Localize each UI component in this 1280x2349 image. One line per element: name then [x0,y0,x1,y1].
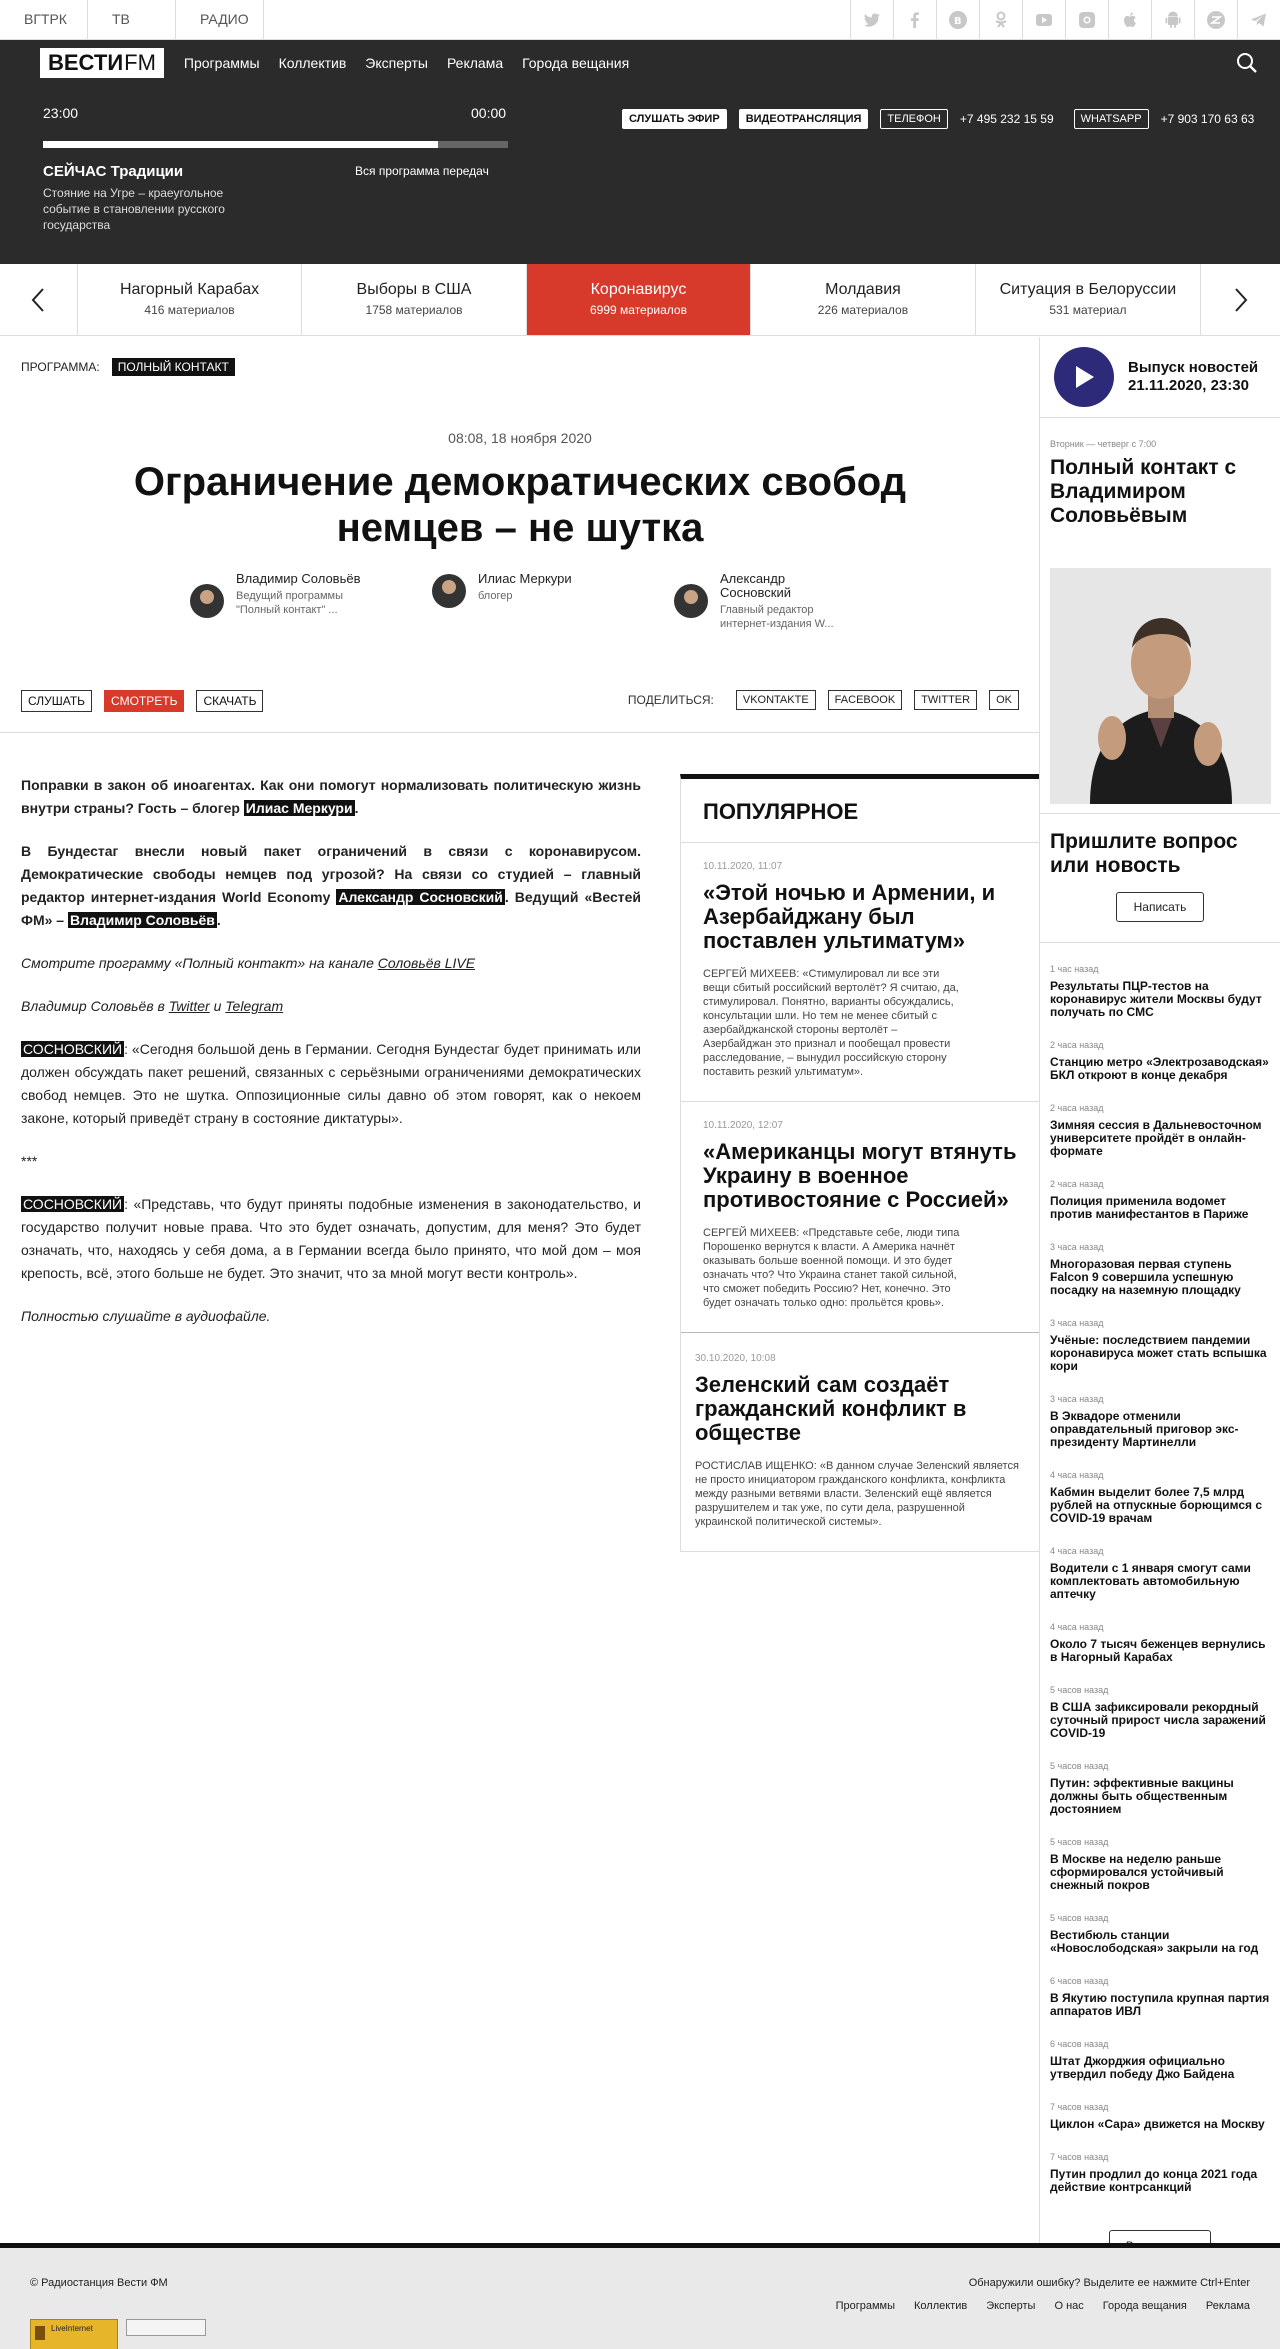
item-date: 10.11.2020, 11:07 [703,861,783,872]
news-text[interactable]: Путин продлил до конца 2021 года действие контрсанкций [1050,2167,1258,2194]
share-ok-button[interactable]: OK [989,690,1019,710]
program-tag[interactable]: ПОЛНЫЙ КОНТАКТ [112,358,235,376]
topic-title: Коронавирус [590,281,687,298]
nav-team[interactable]: Коллектив [278,54,347,71]
network-links [0,0,264,39]
news-time: 5 часов назад [1050,1761,1109,1771]
phone-number[interactable]: +7 495 232 15 59 [959,112,1054,126]
popular-item[interactable] [681,1333,1040,1552]
person-role: Ведущий программы "Полный контакт" ... [236,590,343,616]
news-text[interactable]: Станцию метро «Электрозаводская» БКЛ откроют в конце декабря [1050,1055,1269,1082]
speaker-tag: СОСНОВСКИЙ [23,1041,123,1057]
show-title[interactable]: Полный контакт с Владимиром Соловьёвым [1050,456,1237,527]
news-item[interactable] [1050,1242,1270,1297]
news-time: 5 часов назад [1050,1685,1109,1695]
link-tv[interactable]: ТВ [88,0,176,39]
youtube-icon[interactable] [1022,0,1065,39]
footer-links [817,2300,1250,2312]
main-nav [0,40,1280,85]
host-photo [1050,568,1271,804]
error-report-note: Обнаружили ошибку? Выделите ее нажмите Ctrl+Enter [968,2277,1250,2289]
apple-icon[interactable] [1108,0,1151,39]
lead-paragraph [21,840,641,932]
share-label: ПОДЕЛИТЬСЯ: [627,693,714,707]
vk-icon[interactable] [936,0,979,39]
news-item[interactable] [1050,1470,1270,1525]
news-time: 1 час назад [1050,964,1099,974]
nav-cities[interactable]: Города вещания [522,54,630,71]
nav-ads[interactable]: Реклама [446,54,504,71]
news-text[interactable]: Полиция применила водомет против манифестантов в Париже [1050,1194,1249,1221]
topic-count: 6999 материалов [590,303,687,317]
news-item[interactable] [1050,2102,1270,2131]
player-actions [622,109,1254,129]
channel-link[interactable]: Соловьёв LIVE [377,955,476,971]
person-role: блогер [478,590,513,602]
article-persons [190,572,916,631]
person-link[interactable]: Александр Сосновский [338,889,503,905]
topics-carousel [0,264,1280,336]
player-start-time: 23:00 [43,105,79,121]
person-role: Главный редактор интернет-издания W... [720,604,834,630]
ask-block [1040,813,1280,943]
paragraph [21,995,641,1018]
news-text[interactable]: В США зафиксировали рекордный суточный прирост числа заражений COVID-19 [1050,1700,1266,1740]
live-player [0,85,1280,264]
separator: *** [21,1153,38,1169]
counter-badge[interactable] [126,2319,206,2336]
text: Владимир Соловьёв в [21,998,169,1014]
paragraph: Полностью слушайте в аудиофайле. [21,1308,271,1324]
news-item[interactable] [1050,1685,1270,1740]
topic-karabakh[interactable] [78,264,302,335]
item-text: СЕРГЕЙ МИХЕЕВ: «Стимулировал ли все эти вещи сбитый российский вертолёт? Я считаю, да, стимулировал. Понятно, варианты обсуждались, консультации шли. Но тем не менее сбитый с азербайджанской стороны вертолёт – Азербайджан это признал и пообещал провести расследование, – вынудил российскую сторону поставить резкий ультиматум». [703,968,959,1078]
person-card[interactable] [432,572,674,631]
news-feed [1040,964,1280,2262]
news-text[interactable]: Путин: эффективные вакцины должны быть общественным достоянием [1050,1776,1234,1816]
article-date: 08:08, 18 ноября 2020 [448,430,592,446]
logo-fm: FM [124,49,156,75]
item-title[interactable]: «Этой ночью и Армении, и Азербайджану был поставлен ультиматум» [703,880,996,953]
news-text[interactable]: Штат Джорджия официально утвердил победу Джо Байдена [1050,2054,1235,2081]
topic-title: Выборы в США [356,281,472,298]
news-text[interactable]: В Якутию поступила крупная партия аппаратов ИВЛ [1050,1991,1270,2018]
social-links [850,0,1280,39]
liveinternet-badge[interactable]: LiveInternet [30,2319,118,2349]
phone-label: ТЕЛЕФОН [880,109,947,129]
text: . [216,912,221,928]
svg-text:B: B [954,15,962,27]
share-bar [628,690,1019,710]
news-time: 7 часов назад [1050,2102,1109,2112]
news-release-title: Выпуск новостей 21.11.2020, 23:30 [1128,359,1259,394]
item-date: 10.11.2020, 12:07 [703,1120,783,1131]
show-promo[interactable] [1040,439,1280,809]
topic-count: 1758 материалов [365,303,463,317]
play-icon[interactable] [1054,347,1114,407]
avatar [190,584,224,618]
footer-link-team[interactable]: Коллектив [914,2300,968,2312]
avatar [432,574,466,608]
footer-link-experts[interactable]: Эксперты [986,2300,1036,2312]
full-schedule-link[interactable]: Вся программа передач [355,164,489,178]
avatar [674,584,708,618]
news-time: 4 часа назад [1050,1622,1104,1632]
now-playing: СЕЙЧАС Традиции [43,163,184,180]
divider [0,732,1040,733]
news-time: 3 часа назад [1050,1394,1104,1404]
lead-paragraph [21,774,641,820]
text: : «Представь, что будут приняты подобные изменения в законодательство, и государство получит новые права. Что это будет означать, допустим, для меня? Это будет означать, что, находясь у себя дома, а в Германии всегда было принято, что мой дом – моя крепость, всё, этого больше не будет. Это значит, что за мной могут вести контроль». [21,1196,641,1281]
footer-link-about[interactable]: О нас [1054,2300,1084,2312]
article-title: Ограничение демократических свобод немцев – не шутка [133,460,907,550]
listen-live-button[interactable]: СЛУШАТЬ ЭФИР [622,109,727,129]
article-body [21,774,641,1348]
news-item[interactable] [1050,1837,1270,1892]
footer [0,2243,1280,2349]
prev-arrow-icon[interactable] [0,264,78,335]
person-card[interactable] [190,572,432,631]
text: Поправки в закон об иноагентах. Как они помогут нормализовать политическую жизнь внутри страны? Гость – блогер [21,777,641,816]
news-text[interactable]: В Москве на неделю раньше сформировался устойчивый снежный покров [1050,1852,1224,1892]
popular-block [680,774,1040,1552]
logo-text: ВЕСТИ [48,49,124,75]
footer-link-programs[interactable]: Программы [835,2300,895,2312]
topic-coronavirus[interactable] [527,264,751,335]
person-link[interactable]: Илиас Меркури [245,800,353,816]
news-text[interactable]: Вестибюль станции «Новослободская» закрыли на год [1050,1928,1259,1955]
person-name: Александр Сосновский [720,571,791,600]
news-time: 3 часа назад [1050,1242,1104,1252]
player-end-time: 00:00 [471,105,507,121]
news-time: 2 часа назад [1050,1179,1104,1189]
news-time: 7 часов назад [1050,2152,1109,2162]
topic-belarus[interactable] [976,264,1200,335]
topic-count: 226 материалов [817,303,909,317]
person-name: Владимир Соловьёв [236,571,361,586]
topic-title: Нагорный Карабах [119,281,260,298]
news-text[interactable]: В Эквадоре отменили оправдательный приговор экс-президенту Мартинелли [1050,1409,1239,1449]
top-bar [0,0,1280,40]
instagram-icon[interactable] [1065,0,1108,39]
listen-button[interactable]: СЛУШАТЬ [21,690,92,712]
topic-us-elections[interactable] [302,264,526,335]
news-text[interactable]: Циклон «Сара» движется на Москву [1050,2117,1265,2131]
news-time: 3 часа назад [1050,1318,1104,1328]
news-time: 6 часов назад [1050,2039,1109,2049]
whatsapp-label: WHATSAPP [1074,109,1149,129]
news-time: 5 часов назад [1050,1837,1109,1847]
topic-title: Молдавия [825,281,901,298]
item-text: РОСТИСЛАВ ИЩЕНКО: «В данном случае Зеленский является не просто инициатором гражданского конфликта, конфликта между разными ветвями власти. Зеленский ещё является разрушителем и так уже, по сути дела, разрушенной украинской политической системы». [695,1460,1019,1528]
ask-title: Пришлите вопрос или новость [1050,830,1238,877]
twitter-icon[interactable] [850,0,893,39]
popular-title: ПОПУЛЯРНОЕ [681,779,1040,843]
news-text[interactable]: Многоразовая первая ступень Falcon 9 совершила успешную посадку на наземную площадку [1050,1257,1241,1297]
person-link[interactable]: Владимир Соловьёв [69,912,215,928]
share-facebook-button[interactable]: FACEBOOK [828,690,903,710]
download-button[interactable]: СКАЧАТЬ [196,690,263,712]
news-item[interactable] [1050,964,1270,1019]
nav-programs[interactable]: Программы [183,54,260,71]
news-time: 5 часов назад [1050,1913,1109,1923]
item-title[interactable]: «Американцы могут втянуть Украину в военное противостояние с Россией» [703,1139,1017,1212]
share-vk-button[interactable]: VKONTAKTE [736,690,816,710]
telegram-icon[interactable] [1237,0,1280,39]
write-button[interactable]: Написать [1116,892,1204,922]
topic-count: 416 материалов [144,303,235,317]
item-date: 30.10.2020, 10:08 [695,1353,776,1364]
news-text[interactable]: Результаты ПЦР-тестов на коронавирус жители Москвы будут получать по СМС [1050,979,1262,1019]
footer-link-cities[interactable]: Города вещания [1102,2300,1187,2312]
android-icon[interactable] [1151,0,1194,39]
telegram-link[interactable]: Telegram [225,998,284,1014]
item-text: СЕРГЕЙ МИХЕЕВ: «Представьте себе, люди типа Порошенко вернутся к власти. А Америка начнёт оказывать больше военной помощи. И это будет означать что? Что Украина станет такой сильной, что сможет победить Россию? Нет, конечно. Это будет означать только одно: прольётся кровь». [703,1227,960,1309]
nav-experts[interactable]: Эксперты [365,54,428,71]
news-text[interactable]: Учёные: последствием пандемии коронавируса может стать вспышка кори [1050,1333,1267,1373]
footer-link-ads[interactable]: Реклама [1205,2300,1250,2312]
text: Смотрите программу «Полный контакт» на канале [21,955,378,971]
share-twitter-button[interactable]: TWITTER [914,690,977,710]
news-time: 2 часа назад [1050,1040,1104,1050]
text: и [209,998,226,1014]
news-text[interactable]: Кабмин выделит более 7,5 млрд рублей на отпускные борющимся с COVID-19 врачам [1050,1485,1263,1525]
whatsapp-number[interactable]: +7 903 170 63 63 [1160,112,1255,126]
paragraph [21,1193,641,1285]
news-item[interactable] [1050,1976,1270,2018]
news-release[interactable] [1040,337,1280,418]
facebook-icon[interactable] [893,0,936,39]
search-icon[interactable] [1236,52,1258,74]
video-stream-button[interactable]: ВИДЕОТРАНСЛЯЦИЯ [739,109,869,129]
watch-button[interactable]: СМОТРЕТЬ [104,690,184,712]
now-playing-desc: Стояние на Угре – краеугольное событие в становлении русского государства [43,186,225,232]
news-time: 6 часов назад [1050,1976,1109,1986]
copyright: © Радиостанция Вести ФМ [30,2277,168,2289]
site-logo[interactable] [40,48,164,78]
news-item[interactable] [1050,1318,1270,1373]
text: : «Сегодня большой день в Германии. Сегодня Бундестаг будет принимать или должен обсуждать пакет решений, связанных с серьёзными ограничениями демократических свобод немцев. Это не шутка. Оппозиционные силы давно об этом говорят, как о некоем законе, который приведёт страну в состояние диктатуры». [21,1041,641,1126]
news-item[interactable] [1050,2039,1270,2081]
news-text[interactable]: Зимняя сессия в Дальневосточном университете пройдёт в онлайн-формате [1050,1118,1262,1158]
popular-item[interactable] [681,1102,1040,1333]
twitter-link[interactable]: Twitter [168,998,210,1014]
news-item[interactable] [1050,1040,1270,1082]
next-arrow-icon[interactable] [1200,264,1280,335]
player-progress[interactable] [43,141,508,148]
news-item[interactable] [1050,1103,1270,1158]
paragraph [21,1038,641,1130]
zen-icon[interactable] [1194,0,1237,39]
news-item[interactable] [1050,1622,1270,1664]
show-schedule: Вторник — четверг с 7:00 [1050,439,1157,449]
item-title[interactable]: Зеленский сам создаёт гражданский конфликт в обществе [695,1372,967,1445]
news-item[interactable] [1050,1913,1270,1955]
text: . [354,800,359,816]
text: В Бундестаг внесли новый пакет ограничений в связи с коронавирусом. Демократические свободы немцев под угрозой? На связи со студией – главный редактор интернет-издания World Economy [21,843,641,905]
news-time: 4 часа назад [1050,1470,1104,1480]
text: . Ведущий «Вестей ФМ» – [21,889,642,928]
player-progress-fill [43,141,438,148]
link-vgtrk[interactable]: ВГТРК [0,0,88,39]
program-row [21,358,235,376]
news-time: 4 часа назад [1050,1546,1104,1556]
link-radio[interactable]: РАДИО [176,0,264,39]
popular-item[interactable] [681,843,1040,1102]
person-card[interactable] [674,572,916,631]
news-item[interactable] [1050,2152,1270,2194]
news-time: 2 часа назад [1050,1103,1104,1113]
topic-moldova[interactable] [751,264,975,335]
topic-count: 531 материал [1049,303,1127,317]
odnoklassniki-icon[interactable] [979,0,1022,39]
person-name: Илиас Меркури [478,571,572,586]
article-actions [21,690,275,712]
news-text[interactable]: Водители с 1 января смогут сами комплектовать автомобильную аптечку [1050,1561,1251,1601]
news-item[interactable] [1050,1546,1270,1601]
program-label: ПРОГРАММА: [21,360,100,374]
news-item[interactable] [1050,1179,1270,1221]
speaker-tag: СОСНОВСКИЙ [23,1196,123,1212]
sidebar [1039,337,1280,2243]
news-item[interactable] [1050,1761,1270,1816]
nav-links [184,55,648,71]
news-item[interactable] [1050,1394,1270,1449]
paragraph [21,952,641,975]
news-text[interactable]: Около 7 тысяч беженцев вернулись в Нагорный Карабах [1050,1637,1266,1664]
topic-title: Ситуация в Белоруссии [999,281,1177,298]
